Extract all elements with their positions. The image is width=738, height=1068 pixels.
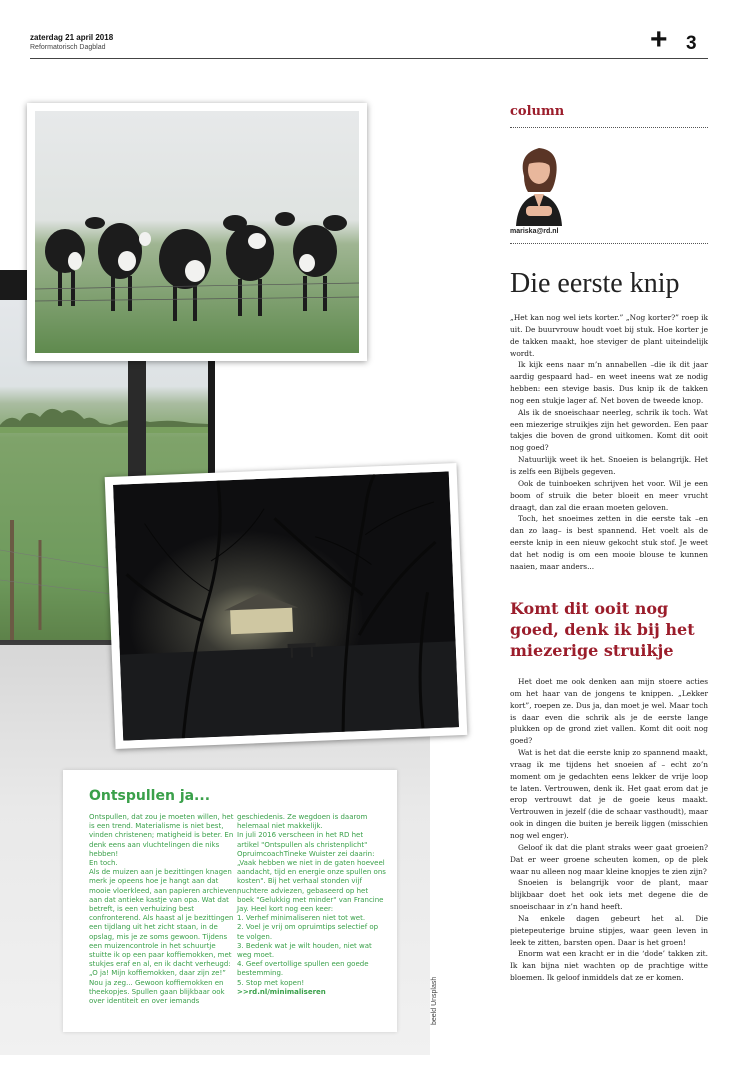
pull-quote: Komt dit ooit nog goed, denk ik bij het miezerige struikje bbox=[510, 599, 695, 660]
sidebar-box bbox=[63, 770, 397, 1032]
author-email[interactable]: mariska@rd.nl bbox=[510, 228, 559, 235]
tip-item: 3. Bedenk wat je wilt houden, niet wat weg moet. bbox=[237, 941, 372, 960]
author-portrait bbox=[510, 136, 568, 226]
photo-credit: beeld Unsplash bbox=[431, 976, 438, 1025]
tip-item: 1. Verhef minimaliseren niet tot wet. bbox=[237, 914, 366, 923]
issue-date: zaterdag 21 april 2018 bbox=[30, 33, 114, 42]
body-paragraph: Geloof ik dat die plant straks weer gaat groeien? Dat er weer groene scheuten komen, op de plek waar nu alleen nog maar kleine knopjes te zien zijn? bbox=[510, 842, 708, 876]
tip-item: 5. Stop met kopen! bbox=[237, 978, 305, 987]
article-body-1 bbox=[510, 312, 708, 573]
box-paragraph: Ontspullen, dat zou je moeten willen, het is een trend. Materialisme is niet best, vinden christenen; matigheid is beter. En denk eens aan vluchtelingen die niks hebben! bbox=[89, 813, 234, 858]
article-body-2 bbox=[510, 676, 708, 984]
tip-item: 4. Geef overtollige spullen een goede bestemming. bbox=[237, 960, 369, 978]
body-paragraph: Ook de tuinboeken schrijven het voor. Wil je een boom of struik die beter bloeit en meer vrucht draagt, dan zal die eraan moeten geloven. bbox=[510, 478, 708, 512]
body-paragraph: Wat is het dat die eerste knip zo spannend maakt, vraag ik me tijdens het snoeien af – echt zo’n moment om je gedachten eens lekker de vrije loop te laten. Vertrouwen, denk ik. Het gaat erom dat je erop vertrouwt dat je de goeie keus maakt. Vertrouwen in jezelf (die de schaar vasthoudt), maar ook in dingen die buiten je bereik liggen (misschien nog wel enger). bbox=[510, 748, 708, 840]
tip-item: 2. Voel je vrij om opruimtips selectief op te volgen. bbox=[237, 923, 379, 941]
article-link[interactable]: >>rd.nl/minimaliseren bbox=[237, 987, 326, 996]
box-paragraph: geschiedenis. Ze wegdoen is daarom helemaal niet makkelijk. bbox=[237, 813, 368, 831]
body-paragraph: Ik kijk eens naar m’n annabellen –die ik dit jaar aardig gespaard had– en weet ineens wat ze nodig hebben: een stevige basis. Dus knip ik de takken nog een stukje lager af. Net boven de tweede knop. bbox=[510, 360, 708, 405]
body-paragraph: Enorm wat een kracht er in die ‘dode’ takken zit. Ik kan bijna niet wachten op de prachtige witte bloemen. Ik geloof inmiddels dat ze er komen. bbox=[510, 949, 708, 983]
box-paragraph: In juli 2016 verscheen in het RD het artikel "Ontspullen als christenplicht" OpruimcoachTineke Wuister zei daarin: „Vaak hebben we niet in de gaten hoeveel aandacht, tijd en energie onze spullen ons kosten". Bij het verhaal stonden vijf nuchtere adviezen, gebaseerd op het boek "Gelukkig met minder" van Francine Jay. Heel kort nog een keer: bbox=[237, 831, 386, 914]
box-column-2 bbox=[237, 813, 387, 997]
dotted-rule bbox=[510, 243, 708, 244]
box-paragraph: Als de muizen aan je bezittingen knagen merk je opeens hoe je hangt aan dat mooie vloerkleed, aan papieren archieven, aan dat antieke kastje van opa. Wat dat betreft, is een verhuizing best confronterend. Als haast al je bezittingen een tijdlang uit het zicht staan, in de opslag, mis je ze soms gewoon. Tijdens een muizencontrole in het schuurtje stuitte ik op een paar koffiemokken, met stukjes eraf en al, en ik dacht verheugd: „O ja! Mijn koffiemokken, daar zijn ze!” Nou ja zeg... Gewoon koffiemokken en theekopjes. Spullen gaan blijkbaar ook over identiteit en over iemands bbox=[89, 868, 239, 1006]
section-label: column bbox=[510, 104, 565, 119]
body-paragraph: Als ik de snoeischaar neerleg, schrik ik toch. Wat een miezerige struikjes zijn het geworden. Een paar takjes die boven de grond uitkomen. Komt dit ooit nog goed? bbox=[510, 407, 708, 453]
night-house-photo bbox=[105, 463, 468, 749]
dotted-rule bbox=[510, 127, 708, 128]
box-column-1 bbox=[89, 813, 239, 1006]
body-paragraph: „Het kan nog wel iets korter.” „Nog korter?” roep ik uit. De buurvrouw houdt voet bij stuk. Hoe korter je de takken maakt, hoe steviger de plant uiteindelijk wordt. bbox=[510, 313, 708, 358]
box-paragraph: En toch. bbox=[89, 859, 118, 868]
page-number: 3 bbox=[686, 33, 697, 54]
newspaper-name: Reformatorisch Dagblad bbox=[30, 44, 106, 51]
article-headline: Die eerste knip bbox=[510, 268, 680, 299]
box-title: Ontspullen ja... bbox=[89, 788, 211, 804]
cows-photo bbox=[27, 103, 367, 361]
plus-icon: + bbox=[650, 23, 668, 56]
body-paragraph: Toch, het snoeimes zetten in die eerste tak –en dan zo laag– is best spannend. Het voelt als de eerste knip in een nieuw gekocht stuk stof. Je weet dat het nodig is om een mooie blouse te kunnen naaien, maar anders... bbox=[510, 514, 708, 571]
tree-line bbox=[0, 395, 208, 433]
body-paragraph: Snoeien is belangrijk voor de plant, maar blijkbaar doet het ook iets met degene die de snoeischaar in z’n hand heeft. bbox=[510, 878, 708, 912]
body-paragraph: Na enkele dagen gebeurt het al. Die pietepeuterige bruine stipjes, waar geen leven in leek te zitten, barsten open. Daar is het groen! bbox=[510, 913, 708, 947]
body-paragraph: Het doet me ook denken aan mijn stoere acties om het haar van de jongens te knippen. „Lekker kort”, roepen ze. Dus ja, dan moet je wel. Maar toch is daar even die schrik als je de eerste lange plukken op de grond ziet vallen. Komt dit ooit nog goed? bbox=[510, 677, 708, 746]
header-rule bbox=[30, 58, 708, 59]
body-paragraph: Natuurlijk weet ik het. Snoeien is belangrijk. Het is zelfs een Bijbels gegeven. bbox=[510, 455, 708, 476]
